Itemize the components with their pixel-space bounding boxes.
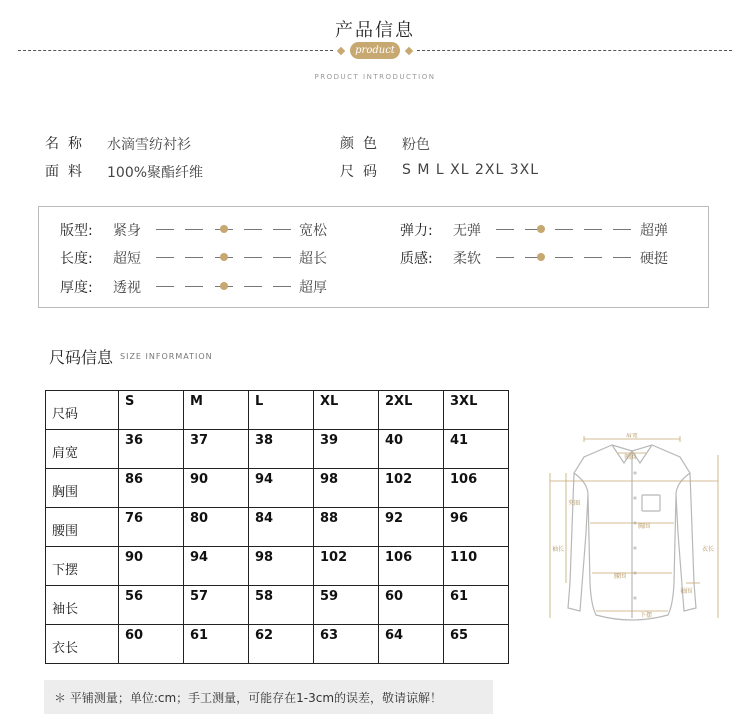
table-cell: 94: [249, 469, 314, 508]
attr-max: 硬挺: [640, 251, 668, 267]
note-text: ＊ 平铺测量；单位:cm；手工测量，可能存在1-3cm的误差，敬请谅解！: [54, 691, 443, 705]
diagram-label-hem: 下摆: [640, 612, 653, 619]
attr-label: 版型:: [60, 223, 93, 239]
diagram-label-cuff: 袖围: [680, 588, 693, 595]
column-header: XL: [314, 391, 379, 430]
scale-segment: [273, 257, 291, 258]
shirt-measurement-diagram: [540, 433, 730, 633]
material-label: 面料: [45, 164, 91, 180]
diamond-icon: [337, 47, 345, 55]
table-cell: 102: [314, 547, 379, 586]
table-cell: 38: [249, 430, 314, 469]
shirt-outline: [568, 445, 696, 620]
scale-indicator: [220, 225, 228, 233]
table-row: [46, 547, 509, 586]
attr-scale: [156, 222, 291, 236]
color-value: 粉色: [402, 137, 430, 153]
table-row: [46, 430, 509, 469]
color-label: 颜色: [340, 136, 386, 152]
page-title: 产品信息: [335, 20, 415, 41]
table-cell: 56: [119, 586, 184, 625]
table-cell: 106: [379, 547, 444, 586]
table-cell: 102: [379, 469, 444, 508]
table-cell: 57: [184, 586, 249, 625]
scale-indicator: [220, 253, 228, 261]
attr-max: 超长: [299, 251, 327, 267]
attr-max: 超厚: [299, 280, 327, 296]
column-header: L: [249, 391, 314, 430]
diagram-label-chest: 胸围: [638, 523, 651, 530]
attr-max: 宽松: [299, 223, 327, 239]
attr-min: 透视: [113, 280, 141, 296]
scale-segment: [156, 257, 174, 258]
table-cell: 61: [444, 586, 509, 625]
attr-scale: [496, 250, 631, 264]
row-header: 胸围: [46, 469, 119, 508]
scale-indicator: [220, 282, 228, 290]
column-header: 2XL: [379, 391, 444, 430]
scale-segment: [496, 257, 514, 258]
header-divider-left: [18, 50, 333, 51]
attr-min: 超短: [113, 251, 141, 267]
table-cell: 63: [314, 625, 379, 664]
scale-segment: [613, 229, 631, 230]
column-header: M: [184, 391, 249, 430]
attr-scale: [156, 250, 291, 264]
table-cell: 90: [119, 547, 184, 586]
size-section-title: 尺码信息: [49, 348, 114, 367]
badge-label: product: [350, 42, 400, 59]
scale-segment: [496, 229, 514, 230]
column-header: 3XL: [444, 391, 509, 430]
scale-segment: [555, 257, 573, 258]
attr-label: 长度:: [60, 251, 93, 267]
diamond-icon: [405, 47, 413, 55]
scale-segment: [584, 257, 602, 258]
attr-min: 无弹: [453, 223, 481, 239]
attr-label: 厚度:: [60, 280, 93, 296]
table-cell: 61: [184, 625, 249, 664]
scale-segment: [185, 286, 203, 287]
size-value: S M L XL 2XL 3XL: [402, 162, 540, 178]
table-cell: 36: [119, 430, 184, 469]
table-cell: 41: [444, 430, 509, 469]
table-cell: 110: [444, 547, 509, 586]
attr-label: 质感:: [400, 251, 433, 267]
row-header: 衣长: [46, 625, 119, 664]
name-value: 水滴雪纺衬衫: [107, 137, 191, 153]
attr-label: 弹力:: [400, 223, 433, 239]
table-cell: 86: [119, 469, 184, 508]
table-row: [46, 469, 509, 508]
table-cell: 84: [249, 508, 314, 547]
attr-scale: [496, 222, 631, 236]
table-cell: 76: [119, 508, 184, 547]
scale-segment: [156, 286, 174, 287]
scale-segment: [185, 257, 203, 258]
attr-max: 超弹: [640, 223, 668, 239]
table-cell: 80: [184, 508, 249, 547]
diagram-label-armhole: 夹圈: [568, 500, 581, 507]
table-cell: 62: [249, 625, 314, 664]
table-cell: 106: [444, 469, 509, 508]
column-header: S: [119, 391, 184, 430]
scale-indicator: [537, 253, 545, 261]
scale-segment: [555, 229, 573, 230]
table-cell: 96: [444, 508, 509, 547]
table-cell: 65: [444, 625, 509, 664]
table-row: [46, 508, 509, 547]
shirt-buttons: [633, 471, 636, 599]
table-header-row: [46, 391, 509, 430]
scale-segment: [273, 286, 291, 287]
scale-segment: [613, 257, 631, 258]
diagram-label-shoulder: 肩宽: [626, 433, 639, 439]
scale-segment: [273, 229, 291, 230]
material-value: 100%聚酯纤维: [107, 165, 204, 181]
diagram-label-waist: 腰围: [614, 573, 627, 580]
size-table: [45, 390, 509, 664]
scale-segment: [584, 229, 602, 230]
page-subtitle: PRODUCT INTRODUCTION: [314, 73, 436, 81]
scale-indicator: [537, 225, 545, 233]
table-cell: 98: [249, 547, 314, 586]
diagram-label-sleeve: 袖长: [552, 546, 565, 553]
table-cell: 88: [314, 508, 379, 547]
diagram-label-length: 衣长: [702, 546, 715, 553]
diagram-label-collar: 领围: [624, 454, 637, 461]
row-header: 袖长: [46, 586, 119, 625]
header-badge: [338, 40, 413, 62]
table-row: [46, 586, 509, 625]
attr-scale: [156, 279, 291, 293]
scale-segment: [244, 286, 262, 287]
table-cell: 64: [379, 625, 444, 664]
table-cell: 94: [184, 547, 249, 586]
measurement-lines: [550, 436, 718, 618]
attr-min: 紧身: [113, 223, 141, 239]
table-cell: 90: [184, 469, 249, 508]
table-cell: 92: [379, 508, 444, 547]
table-cell: 59: [314, 586, 379, 625]
attr-min: 柔软: [453, 251, 481, 267]
scale-segment: [156, 229, 174, 230]
scale-segment: [244, 257, 262, 258]
size-label: 尺码: [340, 164, 386, 180]
scale-segment: [244, 229, 262, 230]
table-cell: 40: [379, 430, 444, 469]
row-header: 腰围: [46, 508, 119, 547]
size-section-subtitle: SIZE INFORMATION: [120, 352, 213, 361]
row-header: 下摆: [46, 547, 119, 586]
table-corner-cell: 尺码: [46, 391, 119, 430]
table-row: [46, 625, 509, 664]
table-cell: 37: [184, 430, 249, 469]
table-cell: 60: [379, 586, 444, 625]
table-cell: 39: [314, 430, 379, 469]
table-cell: 60: [119, 625, 184, 664]
table-cell: 58: [249, 586, 314, 625]
row-header: 肩宽: [46, 430, 119, 469]
name-label: 名称: [45, 136, 91, 152]
table-cell: 98: [314, 469, 379, 508]
header-divider-right: [417, 50, 732, 51]
measurement-note: [44, 680, 493, 714]
scale-segment: [185, 229, 203, 230]
